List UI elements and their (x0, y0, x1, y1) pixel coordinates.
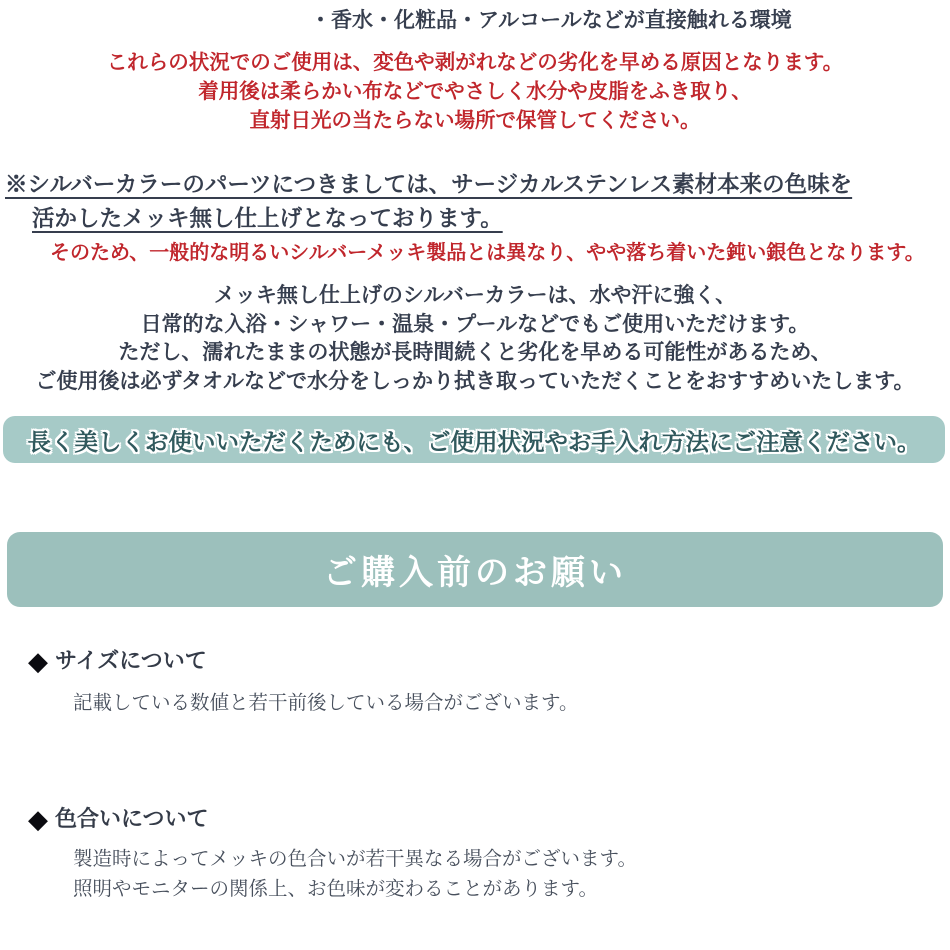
section-heading-color (28, 804, 209, 834)
usage-warning-block (0, 48, 950, 135)
care-reminder-text: 長く美しくお使いいただくためにも、ご使用状況やお手入れ方法にご注意ください。 (27, 428, 921, 455)
section-body-line: 記載している数値と若干前後している場合がございます。 (73, 692, 579, 714)
section-body-line: 製造時によってメッキの色合いが若干異なる場合がございます。 (73, 848, 637, 870)
section-body-size (73, 688, 578, 718)
silver-note-line1: ※シルバーカラーのパーツにつきましては、サージカルステンレス素材本来の色味を (5, 172, 853, 197)
water-resistance-line: ただし、濡れたままの状態が長時間続くと劣化を早める可能性があるため、 (118, 341, 832, 364)
water-resistance-line: メッキ無し仕上げのシルバーカラーは、水や汗に強く、 (213, 284, 737, 307)
section-title-color: 色合いについて (55, 806, 209, 831)
section-body-line: 照明やモニターの関係上、お色味が変わることがあります。 (73, 878, 598, 900)
section-heading-size (28, 646, 207, 676)
water-resistance-block (0, 282, 950, 396)
silver-note-red-remark: そのため、一般的な明るいシルバーメッキ製品とは異なり、やや落ち着いた鈍い銀色となります。 (50, 242, 925, 264)
environment-list-item: ・香水・化粧品・アルコールなどが直接触れる環境 (310, 9, 792, 32)
water-resistance-line: 日常的な入浴・シャワー・温泉・プールなどでもご使用いただけます。 (140, 312, 810, 336)
diamond-bullet-icon: ◆ (28, 646, 48, 676)
usage-warning-line: 着用後は柔らかい布などでやさしく水分や皮脂をふき取り、 (198, 80, 752, 103)
usage-warning-line: 直射日光の当たらない場所で保管してください。 (249, 109, 701, 132)
usage-warning-line: これらの状況でのご使用は、変色や剥がれなどの劣化を早める原因となります。 (106, 51, 844, 74)
pre-purchase-banner-title: ご購入前のお願い (323, 554, 627, 592)
diamond-bullet-icon: ◆ (28, 804, 48, 834)
section-body-color (73, 844, 637, 904)
section-title-size: サイズについて (55, 648, 207, 673)
silver-color-note (5, 168, 852, 236)
pre-purchase-section-banner (7, 532, 943, 607)
water-resistance-line: ご使用後は必ずタオルなどで水分をしっかり拭き取っていただくことをおすすめいたします。 (35, 369, 915, 393)
care-reminder-banner (3, 416, 945, 463)
silver-note-line2: 活かしたメッキ無し仕上げとなっております。 (32, 206, 503, 231)
